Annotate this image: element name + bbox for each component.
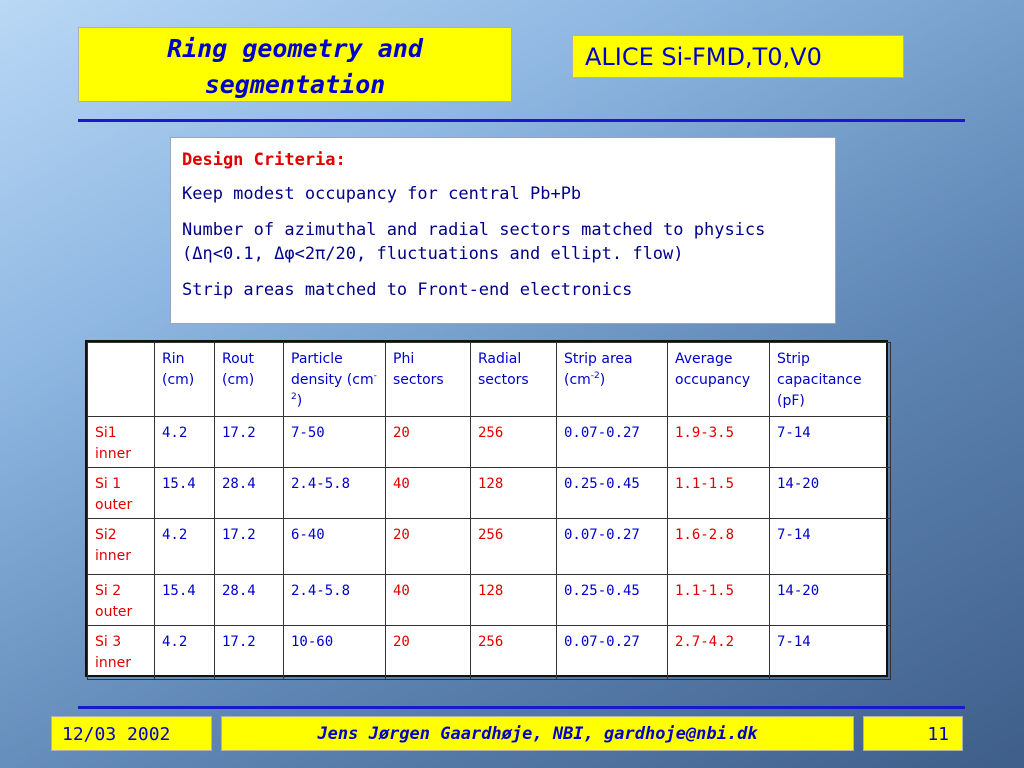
slide-title-box xyxy=(78,27,512,102)
table-cell: 1.6-2.8 xyxy=(668,519,770,575)
table-row-label: Si2 inner xyxy=(88,519,155,575)
table-cell: 0.25-0.45 xyxy=(557,468,668,519)
table-cell: 1.1-1.5 xyxy=(668,468,770,519)
criteria-item: Number of azimuthal and radial sectors matched to physics (Δη<0.1, Δφ<2π/20, fluctuations and ellipt. flow) xyxy=(182,220,766,264)
ring-geometry-table xyxy=(85,340,888,677)
footer-divider xyxy=(78,706,965,709)
table-cell: 256 xyxy=(471,417,557,468)
table-cell: 7-14 xyxy=(770,417,891,468)
table-cell: 1.9-3.5 xyxy=(668,417,770,468)
table-cell: 128 xyxy=(471,468,557,519)
table-row xyxy=(88,417,891,468)
table-row xyxy=(88,468,891,519)
table-cell: 256 xyxy=(471,519,557,575)
header-cell-blank xyxy=(88,343,155,417)
table-cell: 7-14 xyxy=(770,626,891,680)
table-cell: 15.4 xyxy=(155,575,215,626)
table-cell: 2.4-5.8 xyxy=(284,575,386,626)
design-criteria-heading: Design Criteria: xyxy=(182,150,346,170)
table-cell: 0.07-0.27 xyxy=(557,519,668,575)
table-cell: 4.2 xyxy=(155,519,215,575)
table-row xyxy=(88,575,891,626)
header-cell-phi-sectors: Phi sectors xyxy=(386,343,471,417)
table-cell: 1.1-1.5 xyxy=(668,575,770,626)
table-cell: 17.2 xyxy=(215,519,284,575)
table-cell: 28.4 xyxy=(215,468,284,519)
table-row-label: Si 2 outer xyxy=(88,575,155,626)
slide-title-line-1: Ring geometry and xyxy=(167,34,423,63)
table-cell: 14-20 xyxy=(770,468,891,519)
header-cell-strip-capacitance: Strip capacitance (pF) xyxy=(770,343,891,417)
footer-author: Jens Jørgen Gaardhøje, NBI, gardhoje@nbi.dk xyxy=(221,716,854,751)
table-row-label: Si 3 inner xyxy=(88,626,155,680)
table-cell: 28.4 xyxy=(215,575,284,626)
table-cell: 7-14 xyxy=(770,519,891,575)
table-cell: 256 xyxy=(471,626,557,680)
experiment-tag-box xyxy=(572,35,904,78)
table-cell: 40 xyxy=(386,575,471,626)
criteria-item: Strip areas matched to Front-end electronics xyxy=(182,280,633,300)
experiment-tag: ALICE Si-FMD,T0,V0 xyxy=(585,43,822,71)
footer-date: 12/03 2002 xyxy=(51,716,212,751)
header-cell-strip-area: Strip area $(cm^{-2})$ xyxy=(557,343,668,417)
table-cell: 0.25-0.45 xyxy=(557,575,668,626)
table-cell: 20 xyxy=(386,417,471,468)
table-row xyxy=(88,519,891,575)
slide-title-line-2: segmentation xyxy=(204,70,386,99)
table-cell: 4.2 xyxy=(155,626,215,680)
table-cell: 7-50 xyxy=(284,417,386,468)
table-cell: 6-40 xyxy=(284,519,386,575)
table-cell: 17.2 xyxy=(215,417,284,468)
table-cell: 128 xyxy=(471,575,557,626)
table-cell: 14-20 xyxy=(770,575,891,626)
header-cell-particle-density: Particle density $(cm^{-2})$ xyxy=(284,343,386,417)
table-cell: 17.2 xyxy=(215,626,284,680)
table-cell: 20 xyxy=(386,519,471,575)
header-cell-rout: Rout (cm) xyxy=(215,343,284,417)
table-cell: 4.2 xyxy=(155,417,215,468)
criteria-item: Keep modest occupancy for central Pb+Pb xyxy=(182,184,582,204)
header-cell-radial-sectors: Radial sectors xyxy=(471,343,557,417)
header-divider xyxy=(78,119,965,122)
table-cell: 2.7-4.2 xyxy=(668,626,770,680)
table-cell: 15.4 xyxy=(155,468,215,519)
header-cell-rin: Rin (cm) xyxy=(155,343,215,417)
design-criteria-box xyxy=(170,137,836,324)
table-header-row xyxy=(88,343,891,417)
footer-page-number: 11 xyxy=(863,716,963,751)
table-row xyxy=(88,626,891,680)
table-cell: 10-60 xyxy=(284,626,386,680)
table-row-label: Si 1 outer xyxy=(88,468,155,519)
table-row-label: Si1 inner xyxy=(88,417,155,468)
table-cell: 2.4-5.8 xyxy=(284,468,386,519)
table-cell: 20 xyxy=(386,626,471,680)
table-cell: 0.07-0.27 xyxy=(557,626,668,680)
table-cell: 0.07-0.27 xyxy=(557,417,668,468)
header-cell-average-occupancy: Average occupancy xyxy=(668,343,770,417)
table-cell: 40 xyxy=(386,468,471,519)
